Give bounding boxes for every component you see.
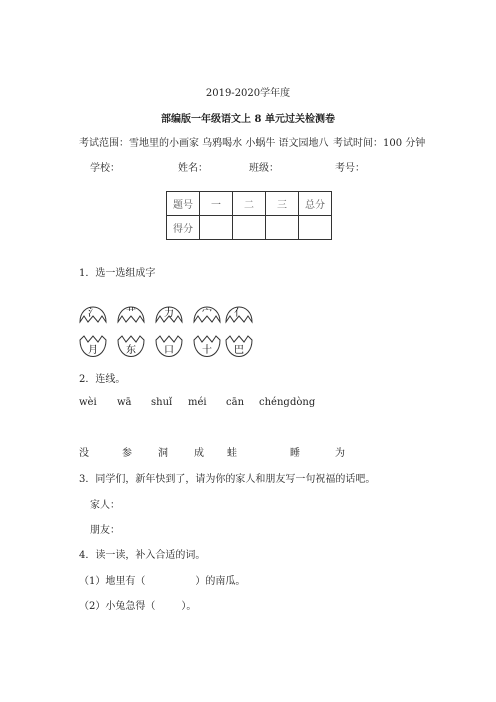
egg-tops-row (76, 294, 256, 326)
egg-top-2-char: 艹 (126, 308, 136, 319)
score-cell[interactable] (299, 216, 332, 240)
egg-top-3 (156, 306, 182, 322)
egg-bottom-3 (156, 336, 182, 357)
question-2-title: 2．连线。 (79, 374, 126, 385)
egg-bottom-2 (118, 336, 144, 357)
question-3-title: 3．同学们，新年快到了，请为你的家人和朋友写一句祝福的话吧。 (79, 474, 376, 485)
q4-item-2-prefix: （2）小兔急得（ (79, 601, 156, 612)
score-table (166, 191, 332, 240)
q4-item-1 (79, 576, 245, 588)
q4-item-1-suffix: ）的南瓜。 (195, 576, 246, 587)
pinyin-item[interactable]: wèi (79, 397, 97, 408)
score-table-score-row (167, 216, 332, 240)
char-item[interactable]: 洞 (158, 448, 168, 459)
score-cell[interactable] (233, 216, 266, 240)
q4-item-2-suffix: ）。 (181, 601, 197, 612)
school-field-label: 学校： (90, 163, 120, 174)
question-4-title: 4．读一读，补入合适的词。 (79, 550, 206, 561)
egg-bottom-4-char: 十 (202, 345, 212, 356)
egg-top-4 (194, 307, 220, 322)
score-table-header-cell: 总分 (299, 192, 332, 216)
char-item[interactable]: 为 (335, 448, 345, 459)
q4-item-2 (79, 601, 196, 613)
pinyin-item[interactable]: méi (188, 397, 207, 408)
pinyin-item[interactable]: wā (117, 397, 132, 408)
egg-bottom-5-char: 巴 (234, 345, 244, 356)
pinyin-item[interactable]: dòng (290, 397, 316, 408)
egg-bottom-3-char: 口 (164, 345, 174, 356)
score-table-header-cell: 二 (233, 192, 266, 216)
name-field-label: 姓名： (178, 163, 208, 174)
score-table-header-cell: 一 (200, 192, 233, 216)
egg-bottoms-row (76, 334, 256, 362)
school-year: 2019-2020学年度 (205, 88, 291, 99)
score-table-score-label: 得分 (167, 216, 200, 240)
score-table-header-cell: 三 (266, 192, 299, 216)
char-item[interactable]: 睡 (290, 448, 300, 459)
char-item[interactable]: 蛙 (227, 448, 237, 459)
egg-top-5-char: 亻 (234, 308, 244, 319)
score-cell[interactable] (200, 216, 233, 240)
number-field-label: 考号： (335, 163, 365, 174)
family-wish-label: 家人： (90, 500, 120, 511)
char-item[interactable]: 成 (194, 448, 204, 459)
egg-top-5 (226, 307, 252, 322)
friends-wish-label: 朋友： (90, 525, 120, 536)
egg-bottom-1 (80, 336, 106, 357)
pinyin-item[interactable]: chéng (259, 397, 290, 408)
egg-bottom-4 (194, 336, 220, 357)
q4-item-1-prefix: （1）地里有（ (79, 576, 146, 587)
egg-bottom-5 (226, 336, 252, 357)
egg-top-1 (80, 307, 106, 322)
pinyin-item[interactable]: cān (226, 397, 245, 408)
pinyin-item[interactable]: shuǐ (151, 397, 173, 408)
exam-time: 考试时间：100 分钟 (333, 138, 426, 149)
exam-title: 部编版一年级语文上 8 单元过关检测卷 (161, 114, 335, 125)
egg-bottom-2-char: 东 (126, 345, 136, 356)
question-1-title: 1．选一选组成字 (79, 268, 156, 279)
egg-top-1-char: 氵 (88, 308, 98, 319)
score-cell[interactable] (266, 216, 299, 240)
char-item[interactable]: 参 (122, 448, 132, 459)
exam-scope: 考试范围：雪地里的小画家 乌鸦喝水 小蜗牛 语文园地八 (79, 138, 329, 149)
score-table-header-row (167, 192, 332, 216)
egg-top-4-char: 宀 (202, 308, 212, 319)
char-item[interactable]: 没 (79, 448, 89, 459)
egg-top-2 (118, 306, 144, 322)
score-table-header-cell: 题号 (167, 192, 200, 216)
class-field-label: 班级： (249, 163, 279, 174)
egg-top-3-char: 力 (164, 308, 174, 319)
egg-bottom-1-char: 月 (88, 345, 98, 356)
